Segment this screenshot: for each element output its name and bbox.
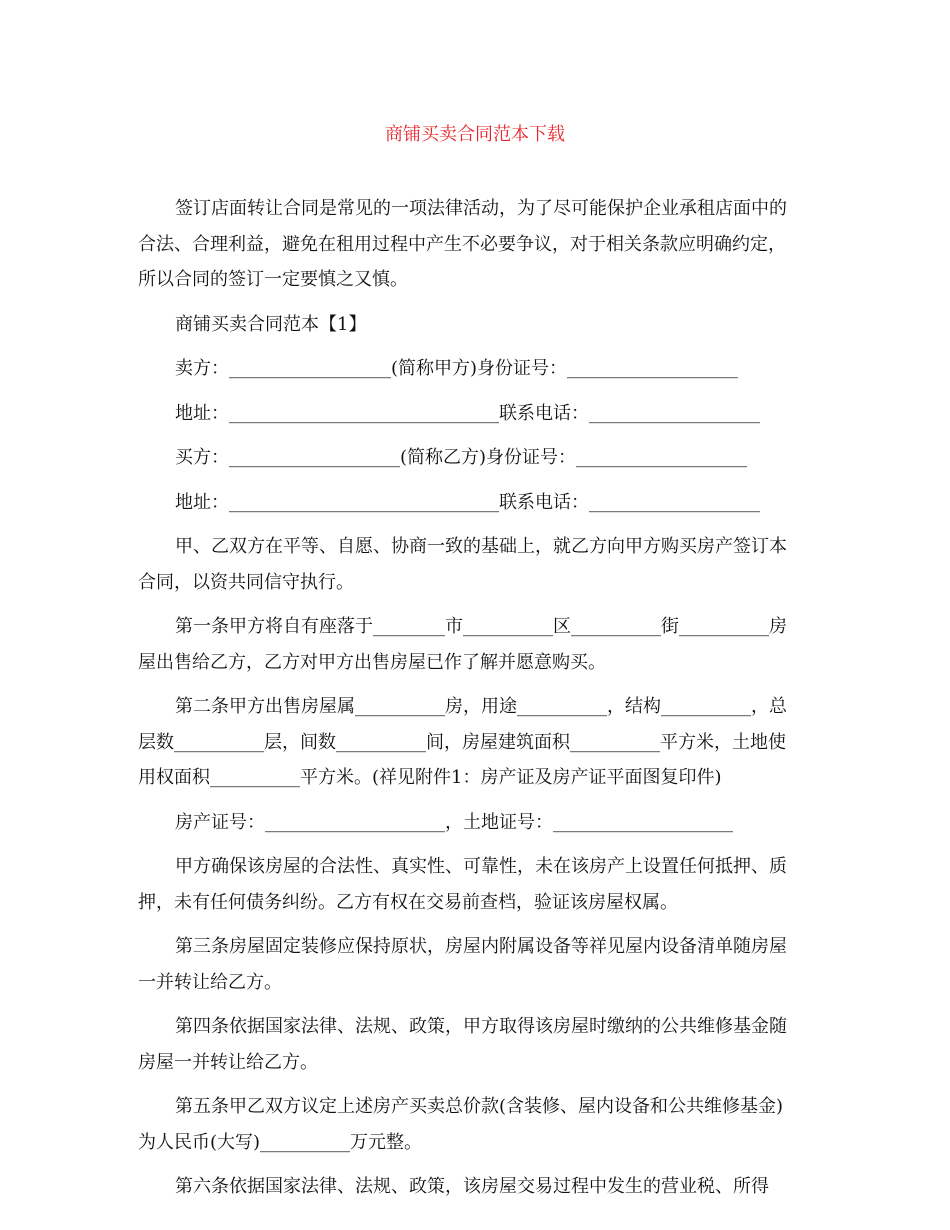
paragraph-buyer-address bbox=[138, 485, 812, 521]
paragraph-article-6 bbox=[138, 1169, 812, 1205]
text-line: 地址：______________________________联系电话：___________________ bbox=[175, 402, 760, 424]
paragraph-article-3 bbox=[138, 929, 812, 1000]
paragraph-buyer bbox=[138, 440, 812, 476]
paragraph-article-4 bbox=[138, 1009, 812, 1080]
paragraph-seller-address bbox=[138, 396, 812, 432]
text-line: 押，未有任何债务纠纷。乙方有权在交易前查档，验证该房屋权属。 bbox=[138, 891, 678, 913]
text-line: 第四条依据国家法律、法规、政策，甲方取得该房屋时缴纳的公共维修基金随 bbox=[175, 1016, 787, 1037]
document-body bbox=[138, 191, 812, 1214]
text-line: 第三条房屋固定装修应保持原状，房屋内附属设备等祥见屋内设备清单随房屋 bbox=[175, 936, 787, 957]
paragraph-agreement bbox=[138, 529, 812, 600]
text-line: 第六条依据国家法律、法规、政策，该房屋交易过程中发生的营业税、所得 bbox=[175, 1176, 769, 1197]
text-line: 地址：______________________________联系电话：___________________ bbox=[175, 491, 760, 513]
text-line: 为人民币(大写)__________万元整。 bbox=[138, 1131, 423, 1153]
text-line: 卖方：__________________(简称甲方)身份证号：___________________ bbox=[175, 358, 739, 379]
text-line: 第一条甲方将自有座落于________市__________区__________街__________房 bbox=[175, 616, 787, 637]
text-line: 屋出售给乙方，乙方对甲方出售房屋已作了解并愿意购买。 bbox=[138, 651, 606, 673]
text-line: 层数__________层，间数__________间，房屋建筑面积__________平方米，土地使 bbox=[138, 731, 786, 753]
text-line: 签订店面转让合同是常见的一项法律活动，为了尽可能保护企业承租店面中的 bbox=[175, 198, 787, 219]
text-line: 房屋一并转让给乙方。 bbox=[138, 1051, 318, 1073]
text-line: 房产证号：____________________，土地证号：____________________ bbox=[175, 811, 733, 833]
paragraph-article-2 bbox=[138, 689, 812, 796]
text-line: 合同，以资共同信守执行。 bbox=[138, 571, 354, 593]
paragraph-article-5 bbox=[138, 1089, 812, 1160]
text-line: 第五条甲乙双方议定上述房产买卖总价款(含装修、屋内设备和公共维修基金) bbox=[175, 1096, 784, 1117]
text-line: 用权面积__________平方米。(祥见附件1：房产证及房产证平面图复印件) bbox=[138, 767, 722, 788]
text-line: 所以合同的签订一定要慎之又慎。 bbox=[138, 269, 408, 290]
text-line: 一并转让给乙方。 bbox=[138, 971, 282, 993]
paragraph-intro bbox=[138, 191, 812, 298]
paragraph-sample-heading bbox=[138, 307, 812, 343]
text-line: 甲、乙双方在平等、自愿、协商一致的基础上，就乙方向甲方购买房产签订本 bbox=[175, 536, 787, 557]
paragraph-certificates bbox=[138, 805, 812, 841]
document-title: 商铺买卖合同范本下载 bbox=[385, 124, 565, 145]
text-line: 第二条甲方出售房屋属__________房，用途__________，结构__________，总 bbox=[175, 696, 787, 717]
paragraph-guarantee bbox=[138, 849, 812, 920]
paragraph-seller bbox=[138, 351, 812, 387]
text-line: 甲方确保该房屋的合法性、真实性、可靠性，未在该房产上设置任何抵押、质 bbox=[175, 856, 787, 877]
text-line: 买方：___________________(简称乙方)身份证号：___________________ bbox=[175, 447, 748, 468]
text-line: 商铺买卖合同范本【1】 bbox=[175, 313, 367, 335]
paragraph-article-1 bbox=[138, 609, 812, 680]
text-line: 合法、合理利益，避免在租用过程中产生不必要争议，对于相关条款应明确约定， bbox=[138, 233, 786, 255]
